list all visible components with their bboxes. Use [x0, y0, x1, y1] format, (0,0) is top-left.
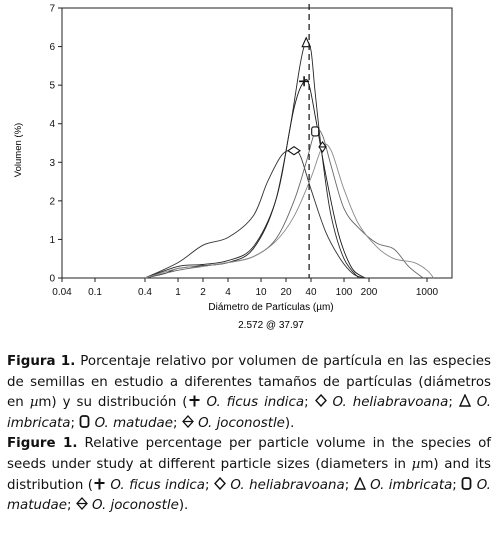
diamond-marker [288, 147, 300, 155]
reference-readout: 2.572 @ 37.97 [238, 320, 304, 331]
cross-marker-icon [93, 478, 106, 490]
rounded-square-marker [312, 127, 319, 136]
caption-es-label: Figura 1. [7, 354, 76, 369]
x-tick-label: 1 [175, 287, 181, 298]
y-tick-label: 6 [49, 42, 55, 54]
caption-en-text: Relative percentage per particle volume in the species of seeds under study at different particle sizes (diameters in [7, 436, 491, 472]
diamond-cross-marker-icon [182, 415, 194, 428]
diamond-marker-icon [214, 477, 226, 490]
caption-en-species: O. heliabravoana [230, 477, 345, 493]
caption-es-sep: ; [173, 415, 182, 431]
y-tick-label: 7 [49, 3, 55, 15]
caption-spanish [7, 352, 491, 434]
caption-es-end: ). [284, 415, 295, 431]
caption-en-species: O. joconostle [91, 498, 179, 514]
y-tick-label: 2 [49, 196, 55, 208]
y-tick-label: 4 [49, 119, 55, 131]
caption-en-sep: ; [344, 477, 354, 493]
caption-english [7, 434, 491, 516]
x-tick-label: 0.04 [52, 287, 72, 298]
y-axis [49, 4, 62, 285]
x-tick-label: 1000 [415, 287, 439, 298]
rounded-square-marker-icon [461, 477, 472, 490]
x-tick-label: 20 [280, 287, 292, 298]
series-layer [145, 38, 434, 278]
diamond-marker-icon [315, 394, 327, 407]
caption-en-sep: ; [452, 477, 462, 493]
figure-caption [7, 352, 491, 517]
caption-es-species: O. heliabravoana [332, 395, 449, 411]
y-axis-label: Volumen (%) [13, 122, 24, 178]
caption-en-text: m) and its distribution ( [7, 456, 492, 493]
caption-en-species: O. matudae [7, 477, 491, 514]
series-cross-marker [299, 76, 309, 86]
triangle-marker-icon [354, 477, 366, 490]
series-diamond-marker [288, 147, 300, 155]
diamond-cross-marker-icon [76, 497, 88, 510]
caption-es-text: Porcentaje relativo por volumen de partícula en las especies de semillas en estudio a diferentes tamaños de partículas (diámetros en [7, 354, 492, 411]
triangle-marker-icon [459, 394, 471, 407]
series-cross-line [145, 79, 365, 278]
x-tick-label: 0.1 [88, 287, 102, 298]
caption-es-species: O. ficus indica [206, 395, 305, 411]
caption-es-species: O. imbricata [7, 395, 491, 431]
y-tick-label: 3 [49, 157, 55, 169]
plot-border [62, 8, 452, 278]
cross-marker [299, 76, 309, 86]
rounded-square-marker-icon [79, 415, 90, 428]
y-tick-label: 0 [49, 273, 55, 285]
caption-es-species: O. matudae [94, 415, 174, 431]
x-tick-label: 0.4 [138, 287, 152, 298]
series-diamond-cross-line [145, 144, 434, 278]
x-tick-label: 10 [255, 287, 267, 298]
x-tick-label: 4 [225, 287, 231, 298]
caption-en-end: ). [178, 498, 189, 514]
caption-es-sep: ; [70, 415, 80, 431]
y-tick-label: 5 [49, 80, 55, 92]
x-tick-label: 40 [305, 287, 317, 298]
x-tick-label: 2 [200, 287, 206, 298]
cross-marker-icon [188, 395, 201, 407]
caption-en-mu: µ [411, 456, 421, 472]
caption-es-sep: ; [448, 395, 459, 411]
caption-es-mu: µ [29, 395, 39, 411]
caption-en-sep: ; [66, 498, 76, 514]
x-tick-label: 200 [360, 287, 378, 298]
x-tick-label: 100 [335, 287, 353, 298]
caption-es-sep: ; [304, 395, 315, 411]
series-rounded-square-line [145, 129, 423, 278]
plot-area [62, 8, 452, 278]
caption-en-species: O. imbricata [370, 477, 453, 493]
caption-en-sep: ; [205, 477, 214, 493]
x-axis [52, 278, 438, 298]
caption-es-species: O. joconostle [198, 415, 285, 431]
caption-en-label: Figure 1. [7, 436, 78, 452]
series-triangle-line [145, 42, 359, 278]
caption-es-text: m) y su distribución ( [38, 395, 188, 411]
y-tick-label: 1 [49, 234, 55, 246]
caption-en-species: O. ficus indica [110, 477, 206, 493]
series-rounded-square-marker [312, 127, 319, 136]
x-axis-label: Diámetro de Partículas (µm) [208, 302, 334, 313]
